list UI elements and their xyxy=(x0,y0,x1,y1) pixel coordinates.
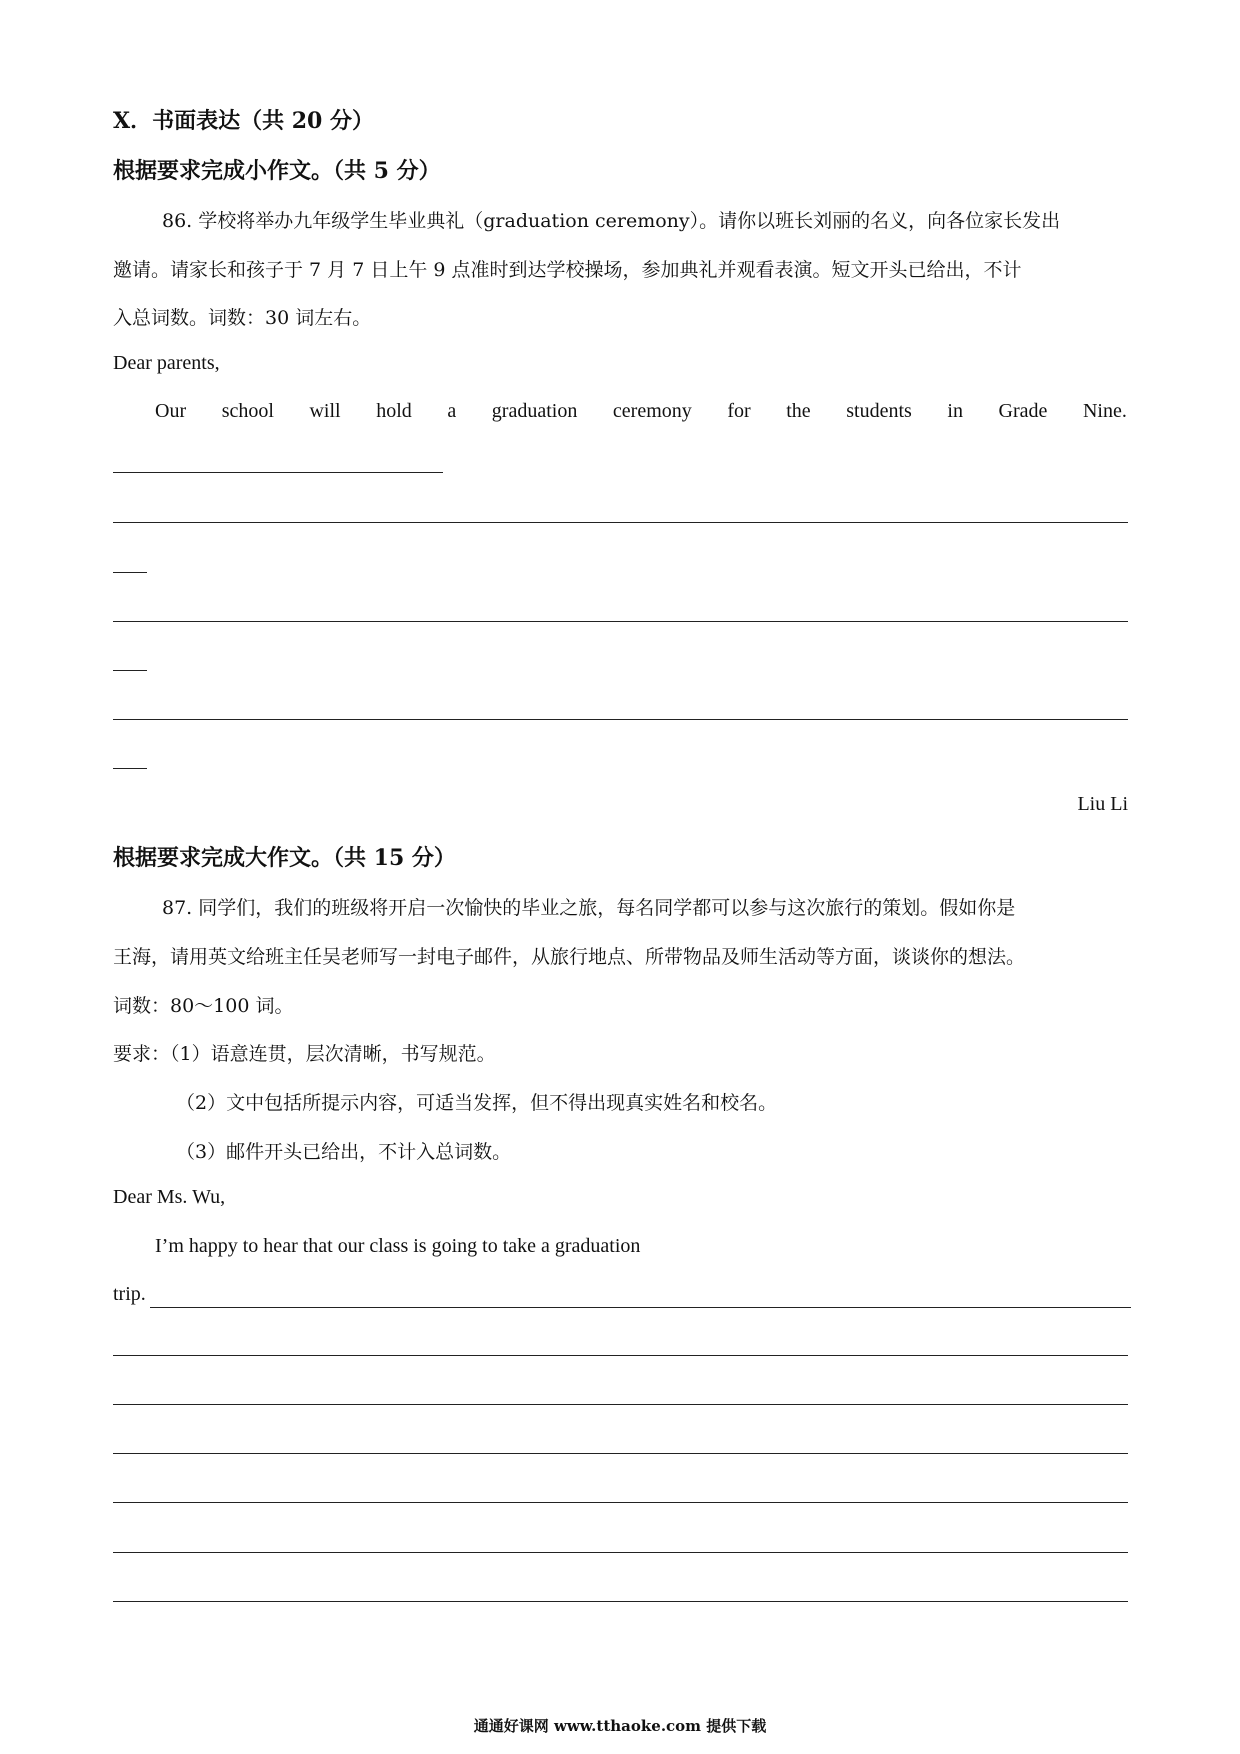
part2-greeting: Dear Ms. Wu, xyxy=(113,1186,226,1208)
part2-opening: I’m happy to hear that our class is going to take a graduation xyxy=(155,1235,641,1257)
answer-line[interactable] xyxy=(150,1307,1131,1308)
opening-word: school xyxy=(221,400,274,422)
part1-greeting: Dear parents, xyxy=(113,352,220,374)
part1-prompt-line3: 入总词数。词数：30 词左右。 xyxy=(113,307,372,329)
opening-word: the xyxy=(786,400,811,422)
opening-word: students xyxy=(846,400,912,422)
opening-word: Nine. xyxy=(1082,400,1127,422)
part2-opening-cont: trip. xyxy=(113,1283,146,1305)
requirement-1: 要求：（1）语意连贯，层次清晰，书写规范。 xyxy=(113,1043,496,1065)
answer-line-tail xyxy=(113,572,147,573)
answer-line-tail xyxy=(113,670,147,671)
part2-heading: 根据要求完成大作文。（共 15 分） xyxy=(113,845,456,871)
opening-word: in xyxy=(947,400,963,422)
answer-line[interactable] xyxy=(113,1355,1128,1356)
answer-line[interactable] xyxy=(113,621,1128,622)
requirement-2: （2）文中包括所提示内容，可适当发挥，但不得出现真实姓名和校名。 xyxy=(176,1092,778,1114)
opening-word: ceremony xyxy=(612,400,692,422)
part1-prompt-line1: 86. 学校将举办九年级学生毕业典礼（graduation ceremony）。请你以班长刘丽的名义，向各位家长发出 xyxy=(162,210,1061,232)
answer-line[interactable] xyxy=(113,1601,1128,1602)
answer-line[interactable] xyxy=(113,719,1128,720)
requirement-3: （3）邮件开头已给出，不计入总词数。 xyxy=(176,1141,512,1163)
answer-line[interactable] xyxy=(113,1552,1128,1553)
opening-word: Our xyxy=(155,400,187,422)
opening-word: will xyxy=(309,400,341,422)
opening-word: for xyxy=(727,400,751,422)
part1-signature: Liu Li xyxy=(1077,793,1128,815)
opening-word: graduation xyxy=(491,400,578,422)
answer-line[interactable] xyxy=(113,472,443,473)
answer-line-tail xyxy=(113,768,147,769)
opening-word: a xyxy=(447,400,457,422)
opening-word: hold xyxy=(376,400,412,422)
part2-prompt-line2: 王海，请用英文给班主任吴老师写一封电子邮件，从旅行地点、所带物品及师生活动等方面，谈谈你的想法。 xyxy=(113,946,1026,968)
page-footer: 通通好课网 www.tthaoke.com 提供下载 xyxy=(473,1717,767,1735)
answer-line[interactable] xyxy=(113,1502,1128,1503)
part2-prompt-line3: 词数：80～100 词。 xyxy=(113,995,294,1017)
answer-line[interactable] xyxy=(113,1404,1128,1405)
answer-line[interactable] xyxy=(113,522,1128,523)
part1-opening-sentence xyxy=(155,400,1127,423)
opening-word: Grade xyxy=(998,400,1048,422)
section-title: X．书面表达（共 20 分） xyxy=(113,108,375,134)
part2-prompt-line1: 87. 同学们，我们的班级将开启一次愉快的毕业之旅，每名同学都可以参与这次旅行的策划。假如你是 xyxy=(162,897,1016,919)
part1-heading: 根据要求完成小作文。（共 5 分） xyxy=(113,158,441,184)
part1-prompt-line2: 邀请。请家长和孩子于 7 月 7 日上午 9 点准时到达学校操场，参加典礼并观看表演。短文开头已给出，不计 xyxy=(113,259,1022,281)
answer-line[interactable] xyxy=(113,1453,1128,1454)
